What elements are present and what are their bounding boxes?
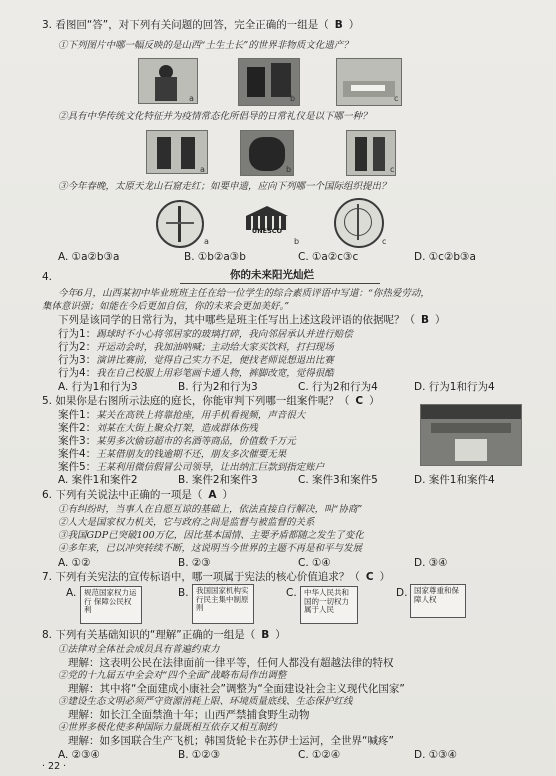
un-emblem-icon — [334, 198, 387, 248]
q4-title-rule — [180, 283, 380, 284]
q5-option-b: B. 案件2和案件3 — [178, 474, 258, 486]
q8-line-2: 理解：这表明公民在法律面前一律平等，任何人都没有超越法律的特权 — [68, 657, 394, 669]
q7-slogan-d: 国家尊重和保障人权 — [410, 584, 466, 618]
q8-line-5: ③建设生态文明必须严守资源消耗上限、环境质量底线、生态保护红线 — [58, 696, 353, 707]
q3-label-a2: a — [200, 165, 205, 174]
q8-line-1: ①法律对全体社会成员具有普遍约束力 — [58, 644, 220, 655]
q8-option-b: B. ①②③ — [178, 749, 221, 761]
q3-image-1c — [336, 58, 402, 106]
q3-label-a1: a — [189, 94, 194, 103]
q3-option-b: B. ①b②a③b — [184, 251, 246, 263]
q8-line-8: 理解：如多国联合生产飞机；韩国货轮卡在苏伊士运河，全世界“喊疼” — [68, 735, 394, 747]
q8-line-6: 理解：如长江全面禁渔十年；山西严禁捕食野生动物 — [68, 709, 310, 721]
q4-act-3: 行为3：演讲比赛前，觉得自己实力不足，便找老师说想退出比赛 — [58, 354, 334, 366]
q5-case-1: 案件1：某关在高铁上将靠抢座，用手机看视频，声音很大 — [58, 409, 306, 421]
q4-option-a: A. 行为1和行为3 — [58, 381, 138, 393]
q3-image-2a — [146, 130, 208, 174]
q3-answer: B — [334, 19, 343, 31]
q5-stem: 5. 如果你是右图所示法庭的庭长，你能审判下列哪一组案件呢？（ C ） — [42, 395, 380, 407]
q6-item-1: ①有纠纷时，当事人在自愿互谅的基础上，依法直接自行解决，叫“协商” — [58, 504, 363, 515]
q6-option-d: D. ③④ — [414, 557, 448, 569]
q4-act-4: 行为4：我在自己校服上用彩笔画卡通人物，裤脚改宽，觉得很酷 — [58, 367, 334, 379]
q7-label-b: B. — [178, 587, 189, 599]
page-number: · 22 · — [42, 761, 67, 772]
q3-sub1: ①下列图片中哪一幅反映的是山西“土生土长”的世界非物质文化遗产？ — [58, 40, 353, 51]
q8-line-3: ②党的十九届五中全会对“四个全面”战略布局作出调整 — [58, 670, 287, 681]
q4-option-c: C. 行为2和行为4 — [298, 381, 378, 393]
q3-label-a3: a — [204, 237, 209, 246]
q3-label-c1: c — [394, 94, 399, 103]
q4-para1: 今年6月，山西某初中毕业班班主任在给一位学生的综合素质评语中写道：“你热爱劳动， — [58, 288, 430, 299]
q6-item-4: ④多年来，已以冲突转续不断，这说明当今世界的主题不再是和平与发展 — [58, 543, 363, 554]
q3-stem: 3. 看图回“答”，对下列有关问题的回答，完全正确的一组是（ B ） — [42, 19, 360, 31]
q8-option-c: C. ①②④ — [298, 749, 341, 761]
q3-option-c: C. ①a②c③c — [298, 251, 359, 263]
q3-label-b1: b — [290, 94, 296, 103]
q6-item-2: ②人大是国家权力机关，它与政府之间是监督与被监督的关系 — [58, 517, 315, 528]
q4-title: 你的未来阳光灿烂 — [230, 269, 314, 281]
q4-act-1: 行为1：踢球时不小心将邻居家的玻璃打碎，我向邻居承认并进行赔偿 — [58, 328, 353, 340]
q7-label-c: C. — [286, 587, 297, 599]
q6-option-a: A. ①② — [58, 557, 91, 569]
q8-line-4: 理解：其中将“全面建成小康社会”调整为“全面建设社会主义现代化国家” — [68, 683, 405, 695]
q4-option-d: D. 行为1和行为4 — [414, 381, 495, 393]
q4-para2: 集体意识强；如能在今后更加自信，你的未来会更加美好。” — [42, 301, 290, 312]
q4-option-b: B. 行为2和行为3 — [178, 381, 258, 393]
q5-option-c: C. 案件3和案件5 — [298, 474, 378, 486]
q3-label-b3: b — [294, 237, 300, 246]
q3-image-2c — [346, 130, 396, 176]
q7-slogan-b: 我国国家机构实行民主集中制原则 — [192, 584, 254, 624]
q5-case-4: 案件4：王某借朋友的钱逾期不还，朋友多次催要无果 — [58, 448, 287, 460]
q4-question: 下列是该同学的日常行为，其中哪些是班主任写出上述这段评语的依据呢？（ B ） — [58, 314, 446, 326]
q6-option-c: C. ①④ — [298, 557, 331, 569]
q6-stem: 6. 下列有关说法中正确的一项是（ A ） — [42, 489, 233, 501]
q3-label-b2: b — [286, 165, 292, 174]
q5-case-2: 案件2：刘某在大街上聚众打架，造成群体伤残 — [58, 422, 258, 434]
q5-case-5: 案件5：王某利用微信假冒公司领导，让出纳汇巨款到指定账户 — [58, 461, 325, 473]
q7-label-d: D. — [396, 587, 408, 599]
q8-stem: 8. 下列有关基础知识的“理解”正确的一组是（ B ） — [42, 629, 286, 641]
q6-option-b: B. ②③ — [178, 557, 211, 569]
q5-option-d: D. 案件1和案件4 — [414, 474, 495, 486]
q3-label-c2: c — [390, 165, 395, 174]
q5-option-a: A. 案件1和案件2 — [58, 474, 138, 486]
q3-option-d: D. ①c②b③a — [414, 251, 476, 263]
q4-act-2: 行为2：开运动会时，我加油呐喊；主动给大家买饮料，打扫现场 — [58, 341, 334, 353]
q8-option-d: D. ①③④ — [414, 749, 457, 761]
q6-item-3: ③我国GDP已突破100万亿，因比基本国情、主要矛盾都随之发生了变化 — [58, 530, 364, 541]
q3-sub3: ③今年春晚，太原天龙山石窟走红；如要申遗，应向下列哪一个国际组织提出？ — [58, 181, 391, 192]
q7-label-a: A. — [66, 587, 77, 599]
q3-sub2: ②具有中华传统文化特征并为疫情常态化所倡导的日常礼仪是以下哪一种？ — [58, 111, 372, 122]
q3-option-a: A. ①a②b③a — [58, 251, 120, 263]
q8-option-a: A. ②③④ — [58, 749, 100, 761]
q7-slogan-c: 中华人民共和国的一切权力属于人民 — [300, 586, 358, 624]
q8-line-7: ④世界多极化使多种国际力量既相互依存又相互制约 — [58, 722, 277, 733]
q3-label-c3: c — [382, 237, 387, 246]
courtroom-photo — [420, 404, 522, 466]
unesco-emblem-icon: UNESCO — [242, 206, 292, 240]
q7-slogan-a: 规范国家权力运行 保障公民权利 — [80, 586, 142, 624]
q7-stem: 7. 下列有关宪法的宣传标语中，哪一项属于宪法的核心价值追求？（ C ） — [42, 571, 391, 583]
who-emblem-icon — [156, 200, 204, 248]
q5-case-3: 案件3：某男多次偷窃超市的名酒等商品，价值数千万元 — [58, 435, 296, 447]
q4-number: 4. — [42, 271, 53, 283]
